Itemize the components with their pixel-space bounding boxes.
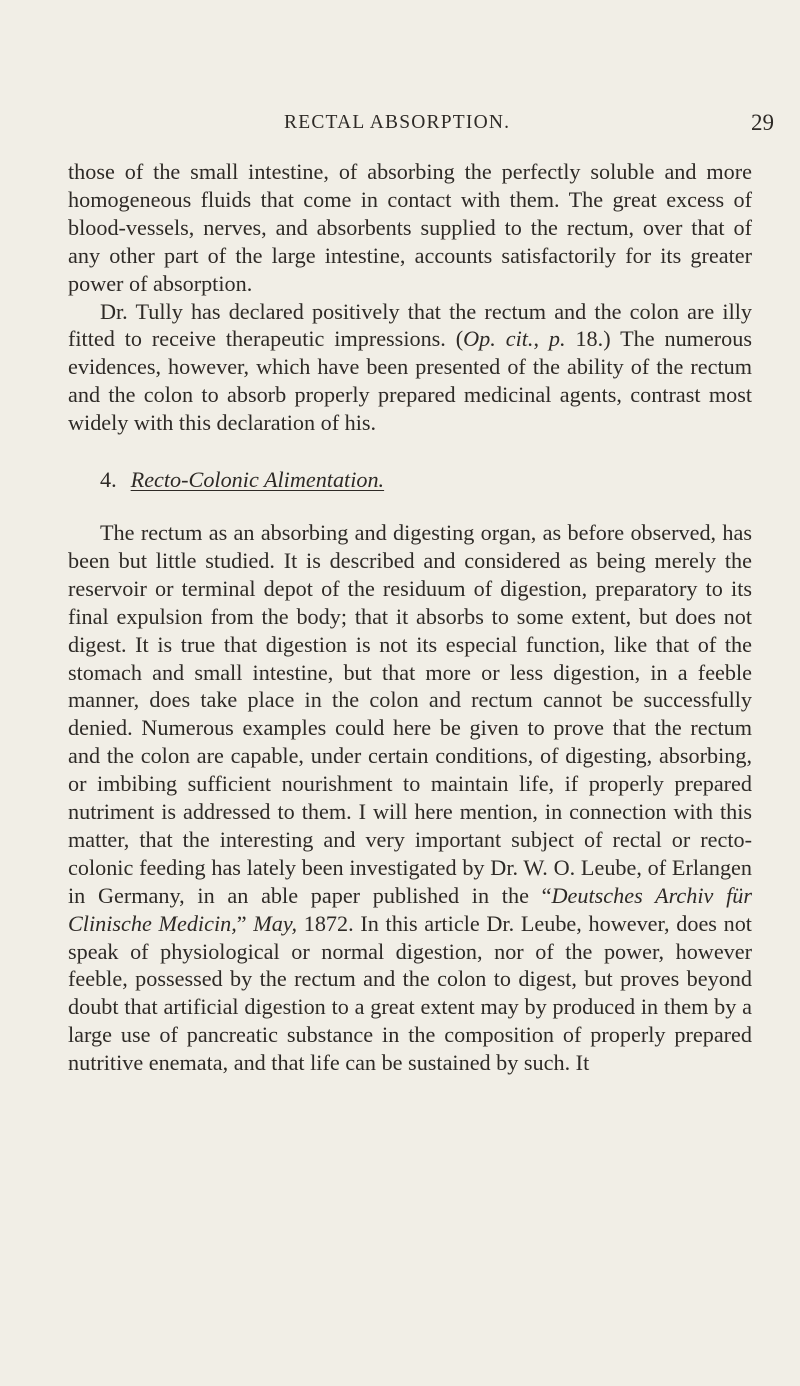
journal-title: Deutsches Archiv für Clinische Medicin, (68, 882, 752, 936)
section-number: 4. (100, 467, 117, 493)
running-header (0, 112, 800, 142)
paragraph-continued: those of the small intestine, of absorbing the perfectly soluble and more homogeneous fluids that come in contact with them. The great excess of blood-vessels, nerves, and absorbents supplied to the rectum, over that of any other part of the large intestine, accounts satisfactorily for its greater power of absorption. (68, 159, 752, 296)
citation-page-abbrev: p. (548, 326, 566, 352)
section-heading (68, 466, 752, 494)
journal-close-quote: ” (236, 910, 254, 936)
paragraph-tully-text-b: 18.) The numerous evidences, however, which have been presented of the ability of the rectum and the colon to absorb properly prepared medicinal agents, contrast most widely with this declaration of his. (68, 326, 752, 436)
running-title: RECTAL ABSORPTION. (284, 112, 511, 133)
body-text (68, 158, 752, 1077)
paragraph-tully-text-a: Dr. Tully has declared positively that the rectum and the colon are illy fitted to receive therapeutic impressions. ( (68, 298, 752, 352)
page-number: 29 (751, 110, 774, 135)
section-title: Recto-Colonic Alimentation. (130, 467, 385, 493)
paragraph-rectum (68, 519, 752, 1077)
citation-separator: , (533, 326, 549, 352)
citation-op-cit: Op. cit. (463, 326, 534, 352)
paragraph-rectum-text-a: The rectum as an absorbing and digesting organ, as before observed, has been but little studied. It is described and considered as being merely the reservoir or terminal depot of the residuum of digestion, preparatory to its final expulsion from the body; that it absorbs to some extent, but does not digest. It is true that digestion is not its especial function, like that of the stomach and small intestine, but that more or less digestion, in a feeble manner, does take place in the colon and rectum cannot be successfully denied. Numerous examples could here be given to prove that the rectum and the colon are capable, under certain conditions, of digesting, absorbing, or imbibing sufficient nourishment to maintain life, if properly prepared nutriment is addressed to them. I will here mention, in connection with this matter, that the interesting and very important subject of rectal or recto-colonic feeding has lately been investigated by Dr. W. O. Leube, of Erlangen in Germany, in an able paper published in the “ (68, 519, 752, 908)
paragraph-rectum-text-b: 1872. In this article Dr. Leube, however, does not speak of physiological or normal digestion, nor of the power, however feeble, possessed by the rectum and the colon to digest, but proves beyond doubt that artificial digestion to a great extent may by produced in them by a large use of pancreatic substance in the composition of properly prepared nutritive enemata, and that life can be sustained by such. It (68, 910, 752, 1076)
paragraph-tully (68, 298, 752, 438)
publication-month: May, (253, 910, 298, 936)
